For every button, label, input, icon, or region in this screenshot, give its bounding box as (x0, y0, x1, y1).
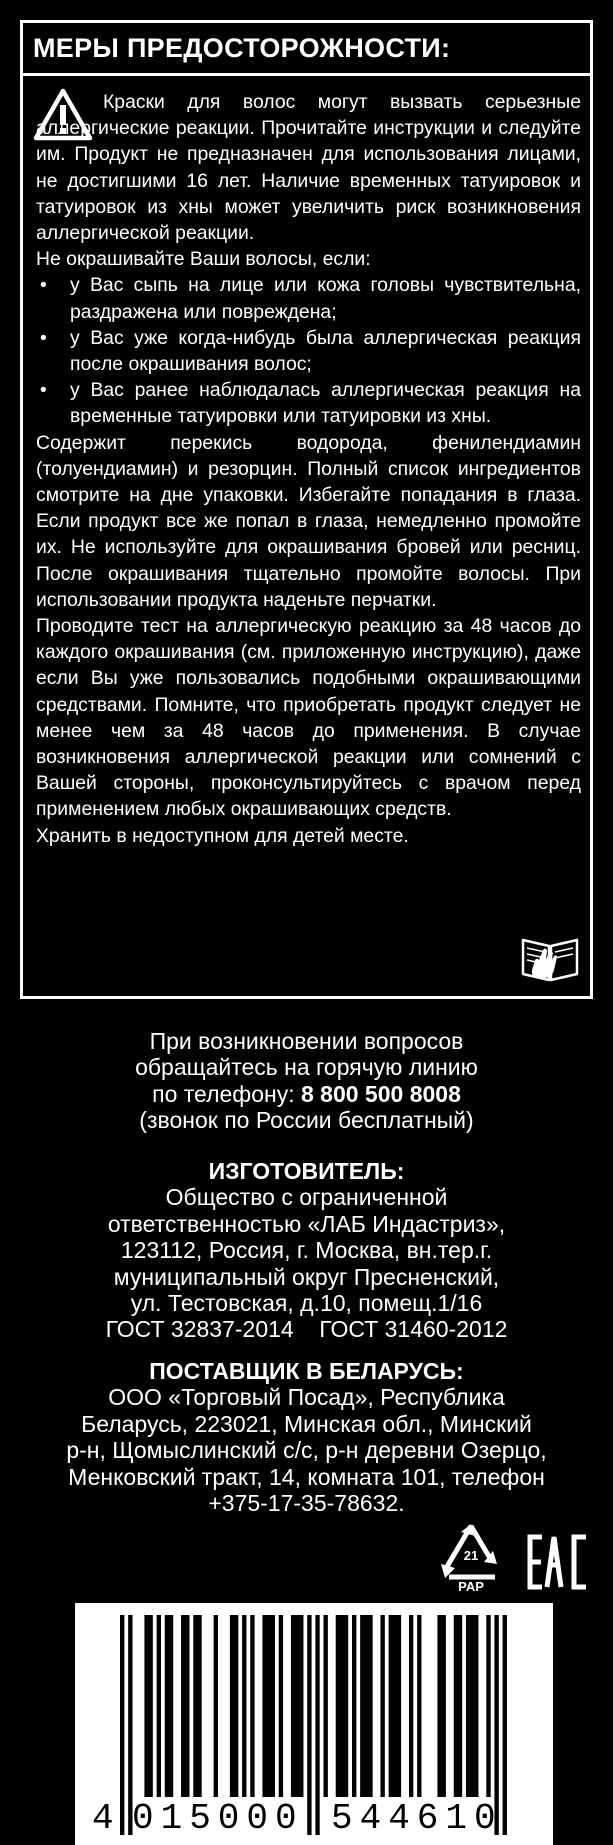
barcode-bar (470, 1615, 474, 1797)
barcode-bar (291, 1615, 295, 1797)
recycle-number: 21 (463, 1548, 479, 1563)
barcode-bar (295, 1615, 299, 1797)
allergy-test-paragraph: Проводите тест на аллергическую реакцию за 48 часов до каждого окрашивания (см. приложенную инструкцию), даже если Вы уже пользовались подобными окрашивающими средствами. Помните, что приобретать продукт следует не менее чем за 48 часов до применения. В случае возникновения аллергической реакции или сомнений с Вашей стороны, проконсультируйтесь с врачом перед применением любых окрашивающих средств. (36, 615, 581, 821)
barcode-bar (409, 1615, 413, 1797)
barcode-right-group: 544610 (331, 1798, 503, 1839)
supplier-info (0, 1358, 613, 1516)
hotline-phone-number: 8 800 500 8008 (300, 1080, 461, 1107)
barcode-bar (360, 1615, 364, 1797)
barcode-bar (279, 1615, 283, 1797)
barcode-bar (299, 1615, 303, 1797)
barcode-bar (397, 1615, 401, 1797)
barcode-bar (267, 1615, 271, 1797)
barcode-bar (165, 1615, 169, 1797)
list-item: • у Вас сыпь на лице или кожа головы чувствительна, раздражена или повреждена; (36, 272, 581, 324)
barcode-bar (364, 1615, 368, 1797)
read-instructions-icon (519, 930, 581, 984)
hotline-line: (звонок по России бесплатный) (139, 1107, 474, 1134)
barcode-bar (242, 1615, 246, 1797)
allergy-intro: Краски для волос могут вызвать серьезные аллергические реакции. Прочитайте инструкции и следуйте им. Продукт не предназначен для использования лицами, не достигшими 16 лет. Наличие временных татуировок и татуировок из хны может увеличить риск возникновения аллергической реакции. (36, 91, 581, 245)
eac-mark-icon (526, 1534, 590, 1590)
barcode-bar (262, 1615, 266, 1797)
barcode-bar (144, 1615, 148, 1797)
title-divider (23, 73, 590, 76)
address-line: 123112, Россия, г. Москва, вн.тер.г. (120, 1237, 493, 1264)
barcode-bar (344, 1615, 348, 1797)
barcode-bar (466, 1615, 470, 1797)
ingredients-paragraph: Содержит перекись водорода, фенилендиамин (толуендиамин) и резорцин. Полный список ингредиентов смотрите на дне упаковки. Избегайте попадания в глаза. Если продукт все же попал в глаза, немедленно промойте их. Не используйте для окрашивания бровей или ресниц. После окрашивания тщательно промойте волосы. При использовании продукта наденьте перчатки. (36, 431, 581, 611)
barcode-bar (352, 1615, 356, 1797)
recycle-code: PAP (458, 1579, 484, 1592)
address-line: Общество с ограниченной (165, 1184, 448, 1211)
storage-note: Хранить в недоступном для детей месте. (36, 824, 409, 847)
barcode-bar (157, 1615, 161, 1797)
hotline-line: обращайтесь на горячую линию (135, 1054, 478, 1081)
contraindications-list (36, 272, 581, 429)
barcode-bar (389, 1615, 393, 1797)
address-line: +375-17-35-78632. (208, 1490, 405, 1517)
precautions-panel (20, 20, 593, 999)
recycle-icon (437, 1522, 505, 1592)
barcode-first-digit: 4 (92, 1798, 114, 1839)
barcode-bar (417, 1615, 421, 1797)
hotline-line: При возникновении вопросов (149, 1028, 464, 1054)
address-line: муниципальный округ Пресненский, (113, 1263, 500, 1290)
hotline-info (0, 1028, 613, 1134)
hotline-phone-prefix: по телефону: (152, 1080, 301, 1107)
barcode-bar (474, 1615, 478, 1797)
barcode-bar (368, 1615, 372, 1797)
barcode-bar (486, 1615, 490, 1797)
barcode-bar (458, 1615, 462, 1797)
address-line: ООО «Торговый Посад», Республика (108, 1384, 505, 1411)
barcode-bar (230, 1615, 234, 1797)
barcode (75, 1603, 553, 1845)
address-line: Менковский тракт, 14, комната 101, телефон (68, 1463, 545, 1490)
precautions-text (36, 89, 581, 849)
list-item: • у Вас уже когда-нибудь была аллергическая реакция после окрашивания волос; (36, 325, 581, 377)
supplier-heading: ПОСТАВЩИК В БЕЛАРУСЬ: (149, 1358, 464, 1384)
hotline-phone-line (0, 1081, 613, 1107)
barcode-bar (454, 1615, 458, 1797)
barcode-bar (393, 1615, 397, 1797)
barcode-bar (214, 1615, 218, 1797)
address-line: ул. Тестовская, д.10, помещ.1/16 (130, 1290, 483, 1317)
barcode-bar (336, 1615, 340, 1797)
barcode-bar (437, 1615, 441, 1797)
barcode-bar (380, 1615, 384, 1797)
barcode-bar (234, 1615, 238, 1797)
barcode-bar (442, 1615, 446, 1797)
barcode-bar (181, 1615, 185, 1797)
barcode-left-group: 015000 (132, 1798, 304, 1839)
manufacturer-heading: ИЗГОТОВИТЕЛЬ: (208, 1158, 405, 1184)
barcode-bar (193, 1615, 197, 1797)
barcode-bar (250, 1615, 254, 1797)
barcode-bar (340, 1615, 344, 1797)
barcode-bar (169, 1615, 173, 1797)
barcode-bar (185, 1615, 189, 1797)
barcode-bar (148, 1615, 152, 1797)
barcode-number (75, 1797, 553, 1841)
barcode-bar (324, 1615, 328, 1797)
barcode-bar (271, 1615, 275, 1797)
do-not-dye-heading: Не окрашивайте Ваши волосы, если: (36, 248, 371, 271)
address-line: р-н, Щомыслинский с/с, р-н деревни Озерцо, (66, 1437, 547, 1464)
barcode-bar (197, 1615, 201, 1797)
precautions-title: МЕРЫ ПРЕДОСТОРОЖНОСТИ: (33, 33, 451, 63)
gost-line: ГОСТ 32837-2014 ГОСТ 31460-2012 (105, 1316, 508, 1343)
list-item: • у Вас ранее наблюдалась аллергическая реакция на временные татуировки или татуировки из хны. (36, 377, 581, 429)
address-line: Беларусь, 223021, Минская обл., Минский (81, 1410, 532, 1437)
address-line: ответственностью «ЛАБ Индастриз», (107, 1210, 506, 1237)
manufacturer-info (0, 1158, 613, 1343)
